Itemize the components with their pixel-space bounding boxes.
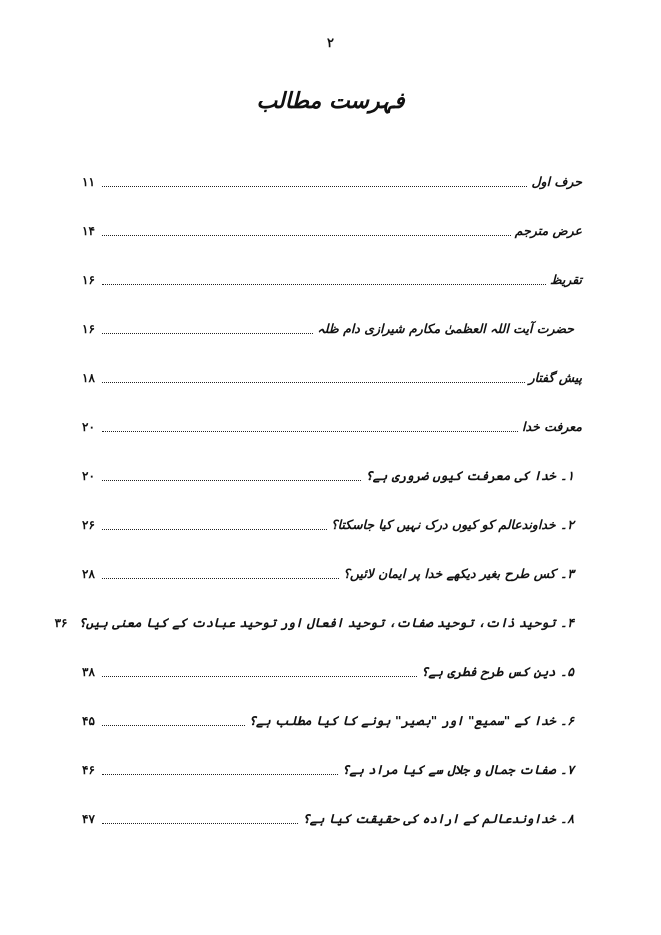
toc-entry-page: ۱۶: [82, 322, 95, 336]
toc-entry[interactable]: [82, 317, 582, 339]
toc-entry-title: عرض مترجم: [514, 223, 582, 238]
toc-entry-page: ۴۷: [82, 812, 95, 826]
toc-entry-title: تقریظ: [549, 272, 582, 287]
leader-dots: [102, 578, 339, 579]
toc-entry[interactable]: [82, 415, 582, 437]
toc-entry[interactable]: [82, 366, 582, 388]
toc-entry-title: ۴۔ توحید ذات، توحید صفات، توحید افعال اور توحید عبادت کے کیا معنی ہیں؟: [78, 615, 574, 630]
toc-entry-title: حرف اول: [531, 174, 582, 189]
page-number: ۲: [327, 36, 334, 51]
toc-entry-title: ۷۔ صفات جمال و جلال سے کیا مراد ہے؟: [342, 762, 574, 777]
toc-entry[interactable]: [82, 170, 582, 192]
toc-entry-title: ۳۔ کس طرح بغیر دیکھے خدا پر ایمان لائیں؟: [343, 566, 574, 581]
toc-entry[interactable]: [82, 464, 582, 486]
leader-dots: [102, 333, 313, 334]
leader-dots: [102, 725, 245, 726]
toc-entry-page: ۳۶: [54, 616, 68, 630]
leader-dots: [102, 284, 546, 285]
toc-entry[interactable]: [82, 513, 582, 535]
leader-dots: [102, 431, 518, 432]
toc-entry-page: ۱۸: [82, 371, 95, 385]
toc-entry-page: ۴۵: [82, 714, 95, 728]
toc-entry-title: معرفت خدا: [522, 419, 582, 434]
toc-entry[interactable]: [82, 562, 582, 584]
page-title: فہرست مطالب: [256, 88, 405, 114]
toc-entry[interactable]: [54, 611, 582, 633]
toc-entry-title: ۶۔ خدا کے "سمیع" اور "بصیر" ہونے کا کیا مطلب ہے؟: [248, 713, 574, 728]
toc-entry-page: ۴۶: [82, 763, 95, 777]
toc-entry-page: ۱۶: [82, 273, 95, 287]
leader-dots: [102, 529, 327, 530]
leader-dots: [102, 235, 511, 236]
leader-dots: [102, 186, 527, 187]
toc-entry-title: حضرت آیت اللہ العظمیٰ مکارم شیرازی دام ظلہ: [317, 321, 574, 336]
toc-entry-title: ۵۔ دین کس طرح فطری ہے؟: [421, 664, 574, 679]
toc-entry-title: ۱۔ خدا کی معرفت کیوں ضروری ہے؟: [365, 468, 574, 483]
toc-entry[interactable]: [82, 660, 582, 682]
toc-entry-page: ۲۶: [82, 518, 95, 532]
toc-entry-page: ۲۸: [82, 567, 95, 581]
leader-dots: [102, 480, 361, 481]
toc-entry-page: ۲۰: [82, 469, 95, 483]
toc-entry-page: ۱۱: [82, 175, 95, 189]
toc-entry[interactable]: [82, 709, 582, 731]
toc-entry[interactable]: [82, 268, 582, 290]
toc-entry-page: ۳۸: [82, 665, 95, 679]
leader-dots: [102, 823, 298, 824]
leader-dots: [102, 774, 338, 775]
toc-entry[interactable]: [82, 807, 582, 829]
toc-entry-page: ۱۴: [82, 224, 95, 238]
leader-dots: [102, 676, 417, 677]
toc-entry-page: ۲۰: [82, 420, 95, 434]
toc-entry-title: پیش گفتار: [528, 370, 582, 385]
toc-entry[interactable]: [82, 758, 582, 780]
toc-entry-title: ۲۔ خداوندعالم کو کیوں درک نہیں کیا جاسکتا؟: [330, 517, 574, 532]
leader-dots: [102, 382, 525, 383]
toc-entry[interactable]: [82, 219, 582, 241]
toc-entry-title: ۸۔ خداوندعالم کے ارادہ کی حقیقت کیا ہے؟: [302, 811, 574, 826]
